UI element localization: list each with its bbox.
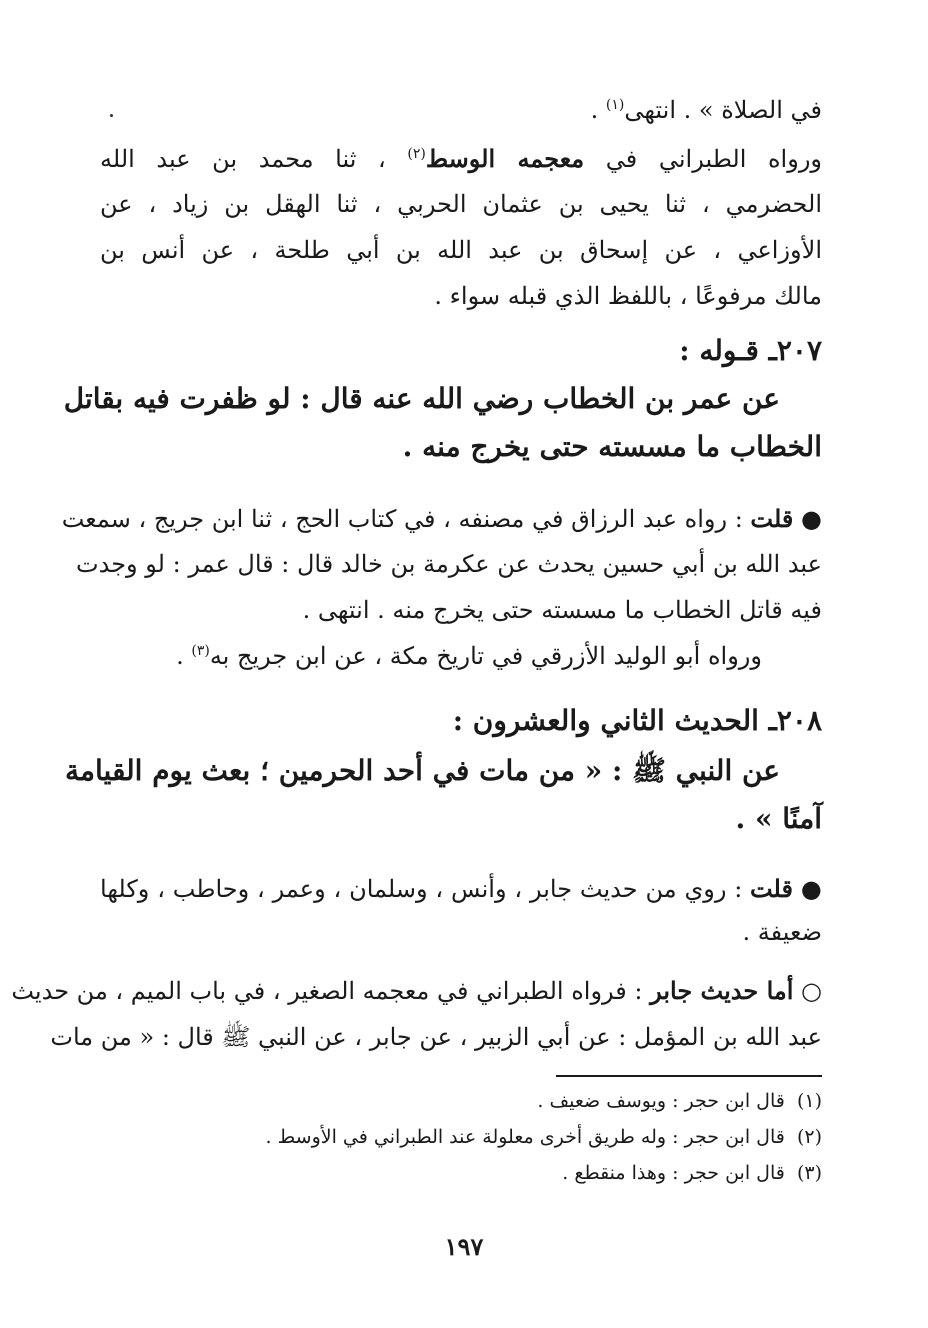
footnote-text: قال ابن حجر : وهذا منقطع . — [562, 1162, 785, 1184]
hadith-text: الخطاب ما مسسته حتى يخرج منه . — [402, 430, 822, 463]
footnote-divider — [556, 1075, 822, 1077]
footnote-ref: (٣) — [191, 643, 210, 659]
footnote-2 — [266, 1126, 822, 1148]
label-lead: أما حديث جابر — [650, 976, 794, 1005]
text-span: : روي من حديث جابر ، وأنس ، وسلمان ، وعمر ، وحاطب ، وكلها — [100, 875, 750, 903]
text-line — [61, 504, 822, 533]
footnote-ref: (٢) — [407, 146, 426, 162]
print-speck — [110, 114, 113, 117]
label-qult: قلت — [750, 504, 794, 533]
section-title: ٢٠٧ـ قـوله : — [679, 334, 822, 367]
text-line: ضعيفة . — [742, 918, 822, 946]
footnote-3 — [562, 1162, 822, 1184]
text-line — [176, 642, 762, 670]
text-line: فيه قاتل الخطاب ما مسسته حتى يخرج منه . انتهى . — [302, 596, 822, 624]
label-qult: قلت — [749, 874, 793, 903]
footnote-text: قال ابن حجر : وله طريق أخرى معلولة عند الطبراني في الأوسط . — [265, 1126, 785, 1148]
top-paragraph — [100, 86, 822, 316]
text-span: . — [590, 96, 606, 124]
footnote-text: قال ابن حجر : ويوسف ضعيف . — [537, 1090, 785, 1112]
text-line — [591, 96, 822, 124]
hadith-text: عن عمر بن الخطاب رضي الله عنه قال : لو ظفرت فيه بقاتل — [63, 382, 780, 415]
section-title: ٢٠٨ـ الحديث الثاني والعشرون : — [452, 704, 822, 737]
text-span: ، ثنا محمد بن عبد الله — [100, 145, 408, 173]
page-number: ١٩٧ — [444, 1232, 484, 1261]
footnotes — [100, 1090, 822, 1200]
text-line: عبد الله بن أبي حسين يحدث عن عكرمة بن خالد قال : قال عمر : لو وجدت — [76, 550, 822, 578]
footnote-number: (١) — [796, 1090, 822, 1112]
text-line: الحضرمي ، ثنا يحيى بن عثمان الحربي ، ثنا الهقل بن زياد ، عن — [100, 190, 822, 218]
hadith-text: عن النبي ﷺ : « من مات في أحد الحرمين ؛ بعث يوم القيامة — [64, 754, 780, 787]
text-line: عبد الله بن المؤمل : عن أبي الزبير ، عن جابر ، عن النبي ﷺ قال : « من مات — [50, 1023, 822, 1051]
text-span: : فرواه الطبراني في معجمه الصغير ، في باب الميم ، من حديث — [11, 977, 651, 1005]
footnote-1 — [537, 1090, 822, 1112]
footnote-number: (٢) — [796, 1126, 822, 1148]
book-title: معجمه الوسط — [425, 144, 585, 173]
text-span: ورواه أبو الوليد الأزرقي في تاريخ مكة ، عن ابن جريج به — [209, 642, 762, 670]
bullet-icon: ● — [801, 505, 822, 533]
text-line — [100, 874, 822, 903]
text-span: ورواه الطبراني في — [584, 145, 822, 173]
text-line: مالك مرفوعًا ، باللفظ الذي قبله سواء . — [434, 282, 822, 310]
text-line: الأوزاعي ، عن إسحاق بن عبد الله بن أبي طلحة ، عن أنس بن — [100, 236, 822, 264]
bullet-icon: ● — [800, 875, 822, 903]
footnote-ref: (١) — [605, 97, 625, 113]
text-span: في الصلاة » . انتهى — [624, 96, 822, 124]
footnote-number: (٣) — [796, 1162, 822, 1184]
text-span: . — [176, 642, 192, 670]
paragraph-jabir — [11, 972, 822, 1062]
text-span: : رواه عبد الرزاق في مصنفه ، في كتاب الحج ، ثنا ابن جريج ، سمعت — [61, 505, 751, 533]
text-line — [100, 144, 822, 173]
section-208 — [64, 700, 822, 840]
section-207 — [63, 330, 822, 470]
circle-bullet-icon: ○ — [801, 977, 822, 1005]
text-line — [11, 976, 822, 1005]
paragraph-208 — [100, 870, 822, 960]
paragraph-207 — [61, 498, 822, 678]
hadith-text: آمنًا » . — [735, 802, 822, 835]
